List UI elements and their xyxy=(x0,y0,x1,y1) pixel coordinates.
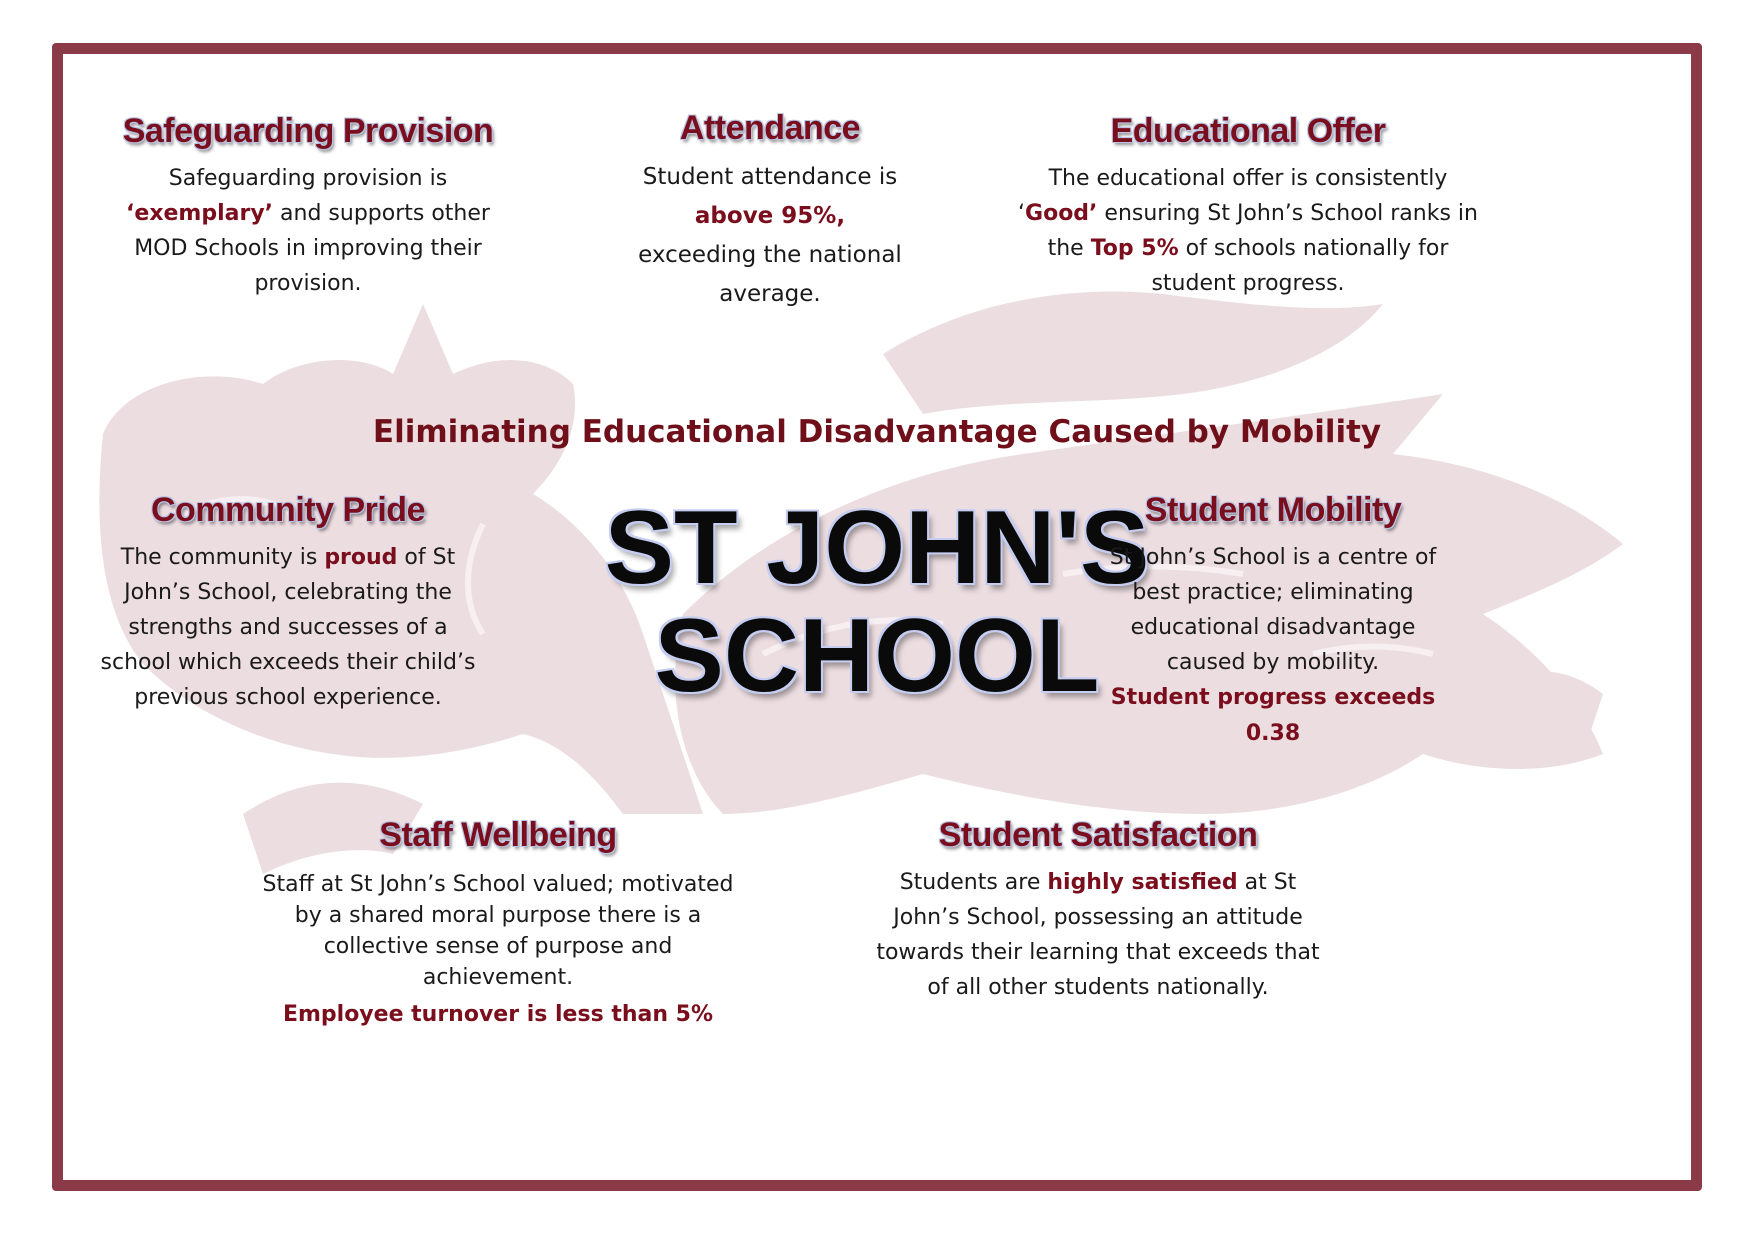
progress-stat: Student progress exceeds 0.38 xyxy=(1110,685,1436,746)
section-body: St John’s School is a centre of best practice; eliminating educational disadvantage caused by mobility. xyxy=(1109,545,1437,675)
section-body xyxy=(113,161,503,301)
turnover-stat: Employee turnover is less than 5% xyxy=(282,1002,714,1027)
section-heading: Student Mobility xyxy=(1144,491,1402,529)
body-text: of schools nationally for student progress. xyxy=(1151,236,1449,296)
section-body xyxy=(633,158,907,314)
section-body xyxy=(1013,161,1483,301)
section-heading: Student Satisfaction xyxy=(938,816,1258,854)
highlight-text: Good’ xyxy=(1025,201,1098,226)
section-heading: Community Pride xyxy=(151,491,425,529)
section-body: Staff at St John’s School valued; motivated by a shared moral purpose there is a collective sense of purpose and achievement. xyxy=(262,872,734,990)
body-text: exceeding the national average. xyxy=(638,242,902,307)
attendance-section xyxy=(633,109,907,314)
body-text: ensuring St John’s School ranks in the xyxy=(1047,201,1478,261)
educational-offer-section xyxy=(1013,112,1483,301)
tagline: Eliminating Educational Disadvantage Caused by Mobility xyxy=(372,414,1382,450)
highlight-text: Top 5% xyxy=(1090,236,1179,261)
body-text: Student attendance is xyxy=(642,164,898,190)
body-text: Safeguarding provision is xyxy=(168,166,448,191)
community-pride-section xyxy=(98,491,478,715)
body-text: at St John’s School, possessing an attitude towards their learning that exceeds that of all other students nationally. xyxy=(876,870,1320,1000)
body-text: The educational offer is consistently ‘ xyxy=(1018,166,1448,226)
section-heading: Educational Offer xyxy=(1110,112,1386,150)
safeguarding-section xyxy=(113,112,503,301)
body-text: of St John’s School, celebrating the strengths and successes of a school which exceeds their child’s previous school experience. xyxy=(100,545,476,710)
body-text: Students are xyxy=(899,870,1048,895)
section-body xyxy=(873,865,1323,1005)
student-mobility-section xyxy=(1093,491,1453,752)
body-text: The community is xyxy=(120,545,325,570)
highlight-text: proud xyxy=(324,545,398,570)
section-heading: Safeguarding Provision xyxy=(122,112,494,150)
section-heading: Attendance xyxy=(679,109,861,147)
page-frame xyxy=(52,43,1702,1191)
section-body xyxy=(98,540,478,715)
section-heading: Staff Wellbeing xyxy=(379,816,617,854)
highlight-text: ‘exemplary’ xyxy=(126,201,274,226)
highlight-text: above 95%, xyxy=(694,203,846,229)
student-satisfaction-section xyxy=(873,816,1323,1005)
school-title-line: ST JOHN'S xyxy=(604,490,1150,606)
body-text: and supports other MOD Schools in improving their provision. xyxy=(134,201,490,296)
highlight-text: highly satisfied xyxy=(1047,870,1238,895)
staff-wellbeing-section xyxy=(258,816,738,1033)
school-title-line: SCHOOL xyxy=(654,598,1100,714)
school-title xyxy=(577,490,1177,714)
